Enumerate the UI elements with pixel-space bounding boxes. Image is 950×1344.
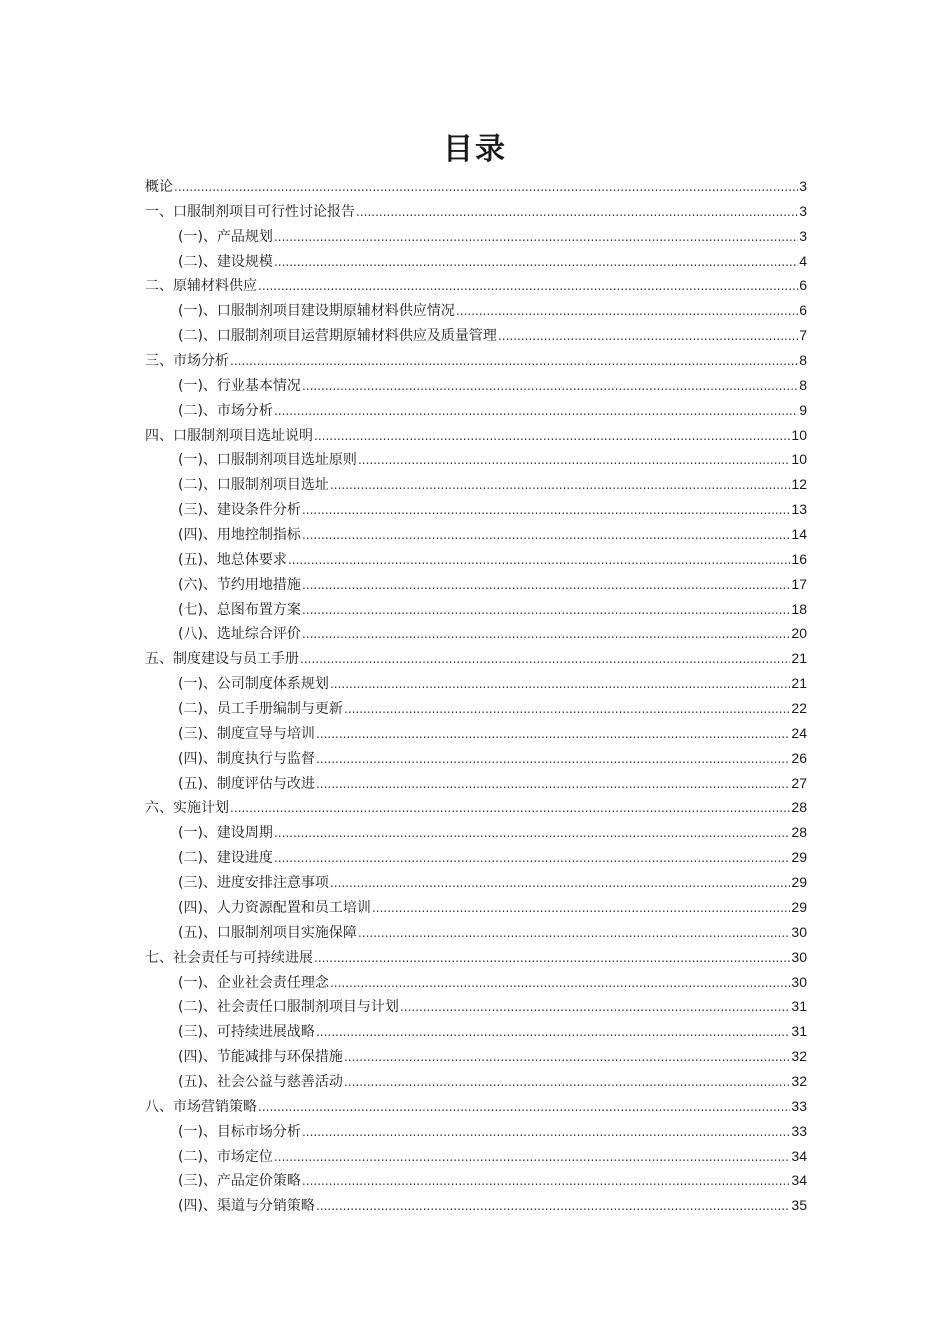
toc-entry-text: (七)、总图布置方案 bbox=[178, 601, 301, 618]
toc-entry[interactable] bbox=[145, 895, 807, 920]
toc-page-number: 18 bbox=[791, 600, 807, 617]
toc-dot-leader bbox=[274, 250, 798, 274]
toc-page-number: 7 bbox=[799, 327, 807, 344]
toc-entry-text: (一)、目标市场分析 bbox=[178, 1123, 301, 1140]
toc-entry-text: (三)、制度宣导与培训 bbox=[178, 725, 315, 742]
toc-page-number: 27 bbox=[791, 774, 807, 791]
toc-dot-leader bbox=[330, 971, 790, 995]
toc-entry[interactable] bbox=[145, 870, 807, 895]
toc-entry[interactable] bbox=[145, 522, 807, 547]
toc-entry[interactable] bbox=[145, 721, 807, 746]
toc-page-number: 21 bbox=[791, 675, 807, 692]
toc-dot-leader bbox=[400, 995, 790, 1019]
toc-page-number: 4 bbox=[799, 252, 807, 269]
toc-entry[interactable] bbox=[145, 646, 807, 671]
toc-entry[interactable] bbox=[145, 373, 807, 398]
toc-page-number: 34 bbox=[791, 1172, 807, 1189]
toc-dot-leader bbox=[274, 846, 790, 870]
toc-page-number: 8 bbox=[799, 352, 807, 369]
toc-entry[interactable] bbox=[145, 1094, 807, 1119]
toc-dot-leader bbox=[344, 1070, 790, 1094]
toc-entry[interactable] bbox=[145, 845, 807, 870]
toc-entry-text: 五、制度建设与员工手册 bbox=[145, 651, 299, 668]
toc-page-number: 3 bbox=[799, 202, 807, 219]
toc-dot-leader bbox=[302, 374, 798, 398]
toc-dot-leader bbox=[274, 399, 798, 423]
toc-page-number: 8 bbox=[799, 376, 807, 393]
toc-entry-text: (三)、可持续进展战略 bbox=[178, 1024, 315, 1041]
toc-dot-leader bbox=[330, 871, 790, 895]
toc-entry[interactable] bbox=[145, 298, 807, 323]
toc-entry[interactable] bbox=[145, 1044, 807, 1069]
toc-entry-text: (二)、建设规模 bbox=[178, 253, 273, 270]
toc-entry[interactable] bbox=[145, 398, 807, 423]
toc-page-number: 31 bbox=[791, 1023, 807, 1040]
toc-entry[interactable] bbox=[145, 348, 807, 373]
toc-dot-leader bbox=[174, 175, 798, 199]
toc-entry-text: (三)、建设条件分析 bbox=[178, 502, 301, 519]
toc-entry[interactable] bbox=[145, 920, 807, 945]
toc-entry-text: (五)、社会公益与慈善活动 bbox=[178, 1073, 343, 1090]
toc-list bbox=[145, 174, 807, 1218]
toc-page-number: 28 bbox=[791, 799, 807, 816]
toc-dot-leader bbox=[302, 1120, 790, 1144]
toc-dot-leader bbox=[302, 498, 790, 522]
toc-page-number: 20 bbox=[791, 625, 807, 642]
toc-entry-text: (一)、企业社会责任理念 bbox=[178, 974, 329, 991]
toc-dot-leader bbox=[302, 573, 790, 597]
toc-page-number: 35 bbox=[791, 1197, 807, 1214]
toc-page-number: 6 bbox=[799, 302, 807, 319]
toc-entry[interactable] bbox=[145, 273, 807, 298]
toc-page-number: 12 bbox=[791, 476, 807, 493]
toc-entry-text: (二)、市场定位 bbox=[178, 1148, 273, 1165]
toc-entry[interactable] bbox=[145, 1144, 807, 1169]
toc-entry-text: 八、市场营销策略 bbox=[145, 1098, 257, 1115]
toc-entry-text: (八)、选址综合评价 bbox=[178, 626, 301, 643]
toc-entry-text: (三)、产品定价策略 bbox=[178, 1173, 301, 1190]
toc-page-number: 32 bbox=[791, 1048, 807, 1065]
toc-entry[interactable] bbox=[145, 249, 807, 274]
toc-page-number: 30 bbox=[791, 948, 807, 965]
toc-entry-text: (一)、行业基本情况 bbox=[178, 377, 301, 394]
toc-dot-leader bbox=[230, 796, 790, 820]
toc-entry[interactable] bbox=[145, 1193, 807, 1218]
toc-dot-leader bbox=[498, 324, 798, 348]
toc-entry[interactable] bbox=[145, 199, 807, 224]
toc-page-number: 30 bbox=[791, 923, 807, 940]
toc-entry-text: (四)、人力资源配置和员工培训 bbox=[178, 899, 371, 916]
toc-dot-leader bbox=[302, 1169, 790, 1193]
toc-entry-text: 六、实施计划 bbox=[145, 800, 229, 817]
toc-entry-text: (六)、节约用地措施 bbox=[178, 576, 301, 593]
toc-page-number: 31 bbox=[791, 998, 807, 1015]
toc-entry[interactable] bbox=[145, 472, 807, 497]
toc-dot-leader bbox=[274, 1145, 790, 1169]
toc-entry-text: 一、口服制剂项目可行性讨论报告 bbox=[145, 203, 355, 220]
toc-entry-text: 概论 bbox=[145, 179, 173, 195]
toc-dot-leader bbox=[316, 1020, 790, 1044]
toc-dot-leader bbox=[316, 722, 790, 746]
toc-title: 目录 bbox=[443, 132, 507, 167]
toc-entry-text: 七、社会责任与可持续进展 bbox=[145, 949, 313, 966]
toc-page-number: 3 bbox=[799, 178, 807, 194]
toc-entry-text: (五)、制度评估与改进 bbox=[178, 775, 315, 792]
toc-entry[interactable] bbox=[145, 1069, 807, 1094]
toc-dot-leader bbox=[258, 274, 798, 298]
toc-entry-text: (二)、社会责任口服制剂项目与计划 bbox=[178, 999, 399, 1016]
toc-entry-text: (二)、建设进度 bbox=[178, 850, 273, 867]
toc-entry[interactable] bbox=[145, 696, 807, 721]
toc-entry[interactable] bbox=[145, 547, 807, 572]
toc-entry[interactable] bbox=[145, 671, 807, 696]
toc-entry-text: (二)、口服制剂项目选址 bbox=[178, 477, 329, 494]
toc-dot-leader bbox=[316, 747, 790, 771]
toc-dot-leader bbox=[230, 349, 798, 373]
toc-page-number: 29 bbox=[791, 849, 807, 866]
toc-entry[interactable] bbox=[145, 1168, 807, 1193]
toc-page-number: 21 bbox=[791, 650, 807, 667]
toc-dot-leader bbox=[300, 647, 790, 671]
toc-entry-text: (三)、进度安排注意事项 bbox=[178, 875, 329, 892]
toc-entry[interactable] bbox=[145, 597, 807, 622]
toc-entry[interactable] bbox=[145, 945, 807, 970]
toc-dot-leader bbox=[314, 424, 790, 448]
toc-dot-leader bbox=[274, 225, 798, 249]
toc-entry-text: (四)、制度执行与监督 bbox=[178, 750, 315, 767]
toc-page-number: 34 bbox=[791, 1147, 807, 1164]
toc-entry[interactable] bbox=[145, 1119, 807, 1144]
toc-dot-leader bbox=[314, 946, 790, 970]
toc-dot-leader bbox=[302, 523, 790, 547]
toc-page-number: 10 bbox=[791, 426, 807, 443]
toc-dot-leader bbox=[358, 921, 790, 945]
toc-entry[interactable] bbox=[145, 323, 807, 348]
toc-page-number: 22 bbox=[791, 700, 807, 717]
toc-page-number: 16 bbox=[791, 550, 807, 567]
toc-dot-leader bbox=[344, 1045, 790, 1069]
toc-entry[interactable] bbox=[145, 447, 807, 472]
toc-dot-leader bbox=[258, 1095, 790, 1119]
toc-dot-leader bbox=[316, 772, 790, 796]
toc-entry-text: (二)、市场分析 bbox=[178, 402, 273, 419]
toc-page-number: 33 bbox=[791, 1097, 807, 1114]
toc-page-number: 28 bbox=[791, 824, 807, 841]
toc-dot-leader bbox=[316, 1194, 790, 1218]
toc-entry-text: 三、市场分析 bbox=[145, 353, 229, 370]
toc-dot-leader bbox=[356, 200, 798, 224]
toc-entry-text: 四、口服制剂项目选址说明 bbox=[145, 427, 313, 444]
toc-page-number: 13 bbox=[791, 501, 807, 518]
toc-entry-text: (一)、产品规划 bbox=[178, 228, 273, 245]
toc-page-number: 30 bbox=[791, 973, 807, 990]
toc-page-number: 26 bbox=[791, 749, 807, 766]
toc-entry[interactable] bbox=[145, 423, 807, 448]
toc-dot-leader bbox=[344, 697, 790, 721]
toc-dot-leader bbox=[330, 473, 790, 497]
toc-dot-leader bbox=[288, 548, 790, 572]
toc-entry-text: 二、原辅材料供应 bbox=[145, 278, 257, 295]
toc-entry-text: (一)、口服制剂项目选址原则 bbox=[178, 452, 357, 469]
toc-entry[interactable] bbox=[145, 994, 807, 1019]
toc-page-number: 29 bbox=[791, 874, 807, 891]
toc-entry-text: (一)、口服制剂项目建设期原辅材料供应情况 bbox=[178, 303, 455, 320]
toc-dot-leader bbox=[358, 448, 790, 472]
toc-page-number: 10 bbox=[791, 451, 807, 468]
toc-dot-leader bbox=[330, 672, 790, 696]
toc-entry[interactable] bbox=[145, 795, 807, 820]
toc-dot-leader bbox=[302, 622, 790, 646]
toc-page-number: 9 bbox=[799, 401, 807, 418]
toc-entry[interactable] bbox=[145, 746, 807, 771]
toc-dot-leader bbox=[456, 299, 798, 323]
toc-entry[interactable] bbox=[145, 1019, 807, 1044]
toc-entry[interactable] bbox=[145, 621, 807, 646]
toc-entry-text: (五)、口服制剂项目实施保障 bbox=[178, 924, 357, 941]
toc-entry-text: (四)、渠道与分销策略 bbox=[178, 1198, 315, 1215]
toc-entry[interactable] bbox=[145, 771, 807, 796]
toc-page-number: 3 bbox=[799, 227, 807, 244]
toc-entry-text: (一)、公司制度体系规划 bbox=[178, 676, 329, 693]
toc-page-number: 33 bbox=[791, 1122, 807, 1139]
toc-entry[interactable] bbox=[145, 497, 807, 522]
toc-dot-leader bbox=[372, 896, 790, 920]
toc-entry-text: (四)、节能减排与环保措施 bbox=[178, 1049, 343, 1066]
toc-page-number: 14 bbox=[791, 526, 807, 543]
toc-entry-text: (二)、员工手册编制与更新 bbox=[178, 701, 343, 718]
toc-entry[interactable] bbox=[145, 572, 807, 597]
toc-page-number: 17 bbox=[791, 575, 807, 592]
toc-page-number: 6 bbox=[799, 277, 807, 294]
toc-entry[interactable] bbox=[145, 820, 807, 845]
toc-entry-text: (二)、口服制剂项目运营期原辅材料供应及质量管理 bbox=[178, 328, 497, 345]
toc-entry[interactable] bbox=[145, 970, 807, 995]
toc-entry[interactable] bbox=[145, 224, 807, 249]
toc-page-number: 29 bbox=[791, 898, 807, 915]
toc-entry-text: (一)、建设周期 bbox=[178, 825, 273, 842]
toc-page-number: 24 bbox=[791, 724, 807, 741]
toc-entry[interactable] bbox=[145, 174, 807, 199]
toc-entry-text: (五)、地总体要求 bbox=[178, 551, 287, 568]
toc-entry-text: (四)、用地控制指标 bbox=[178, 527, 301, 544]
toc-page-number: 32 bbox=[791, 1072, 807, 1089]
toc-dot-leader bbox=[302, 598, 790, 622]
toc-dot-leader bbox=[274, 821, 790, 845]
